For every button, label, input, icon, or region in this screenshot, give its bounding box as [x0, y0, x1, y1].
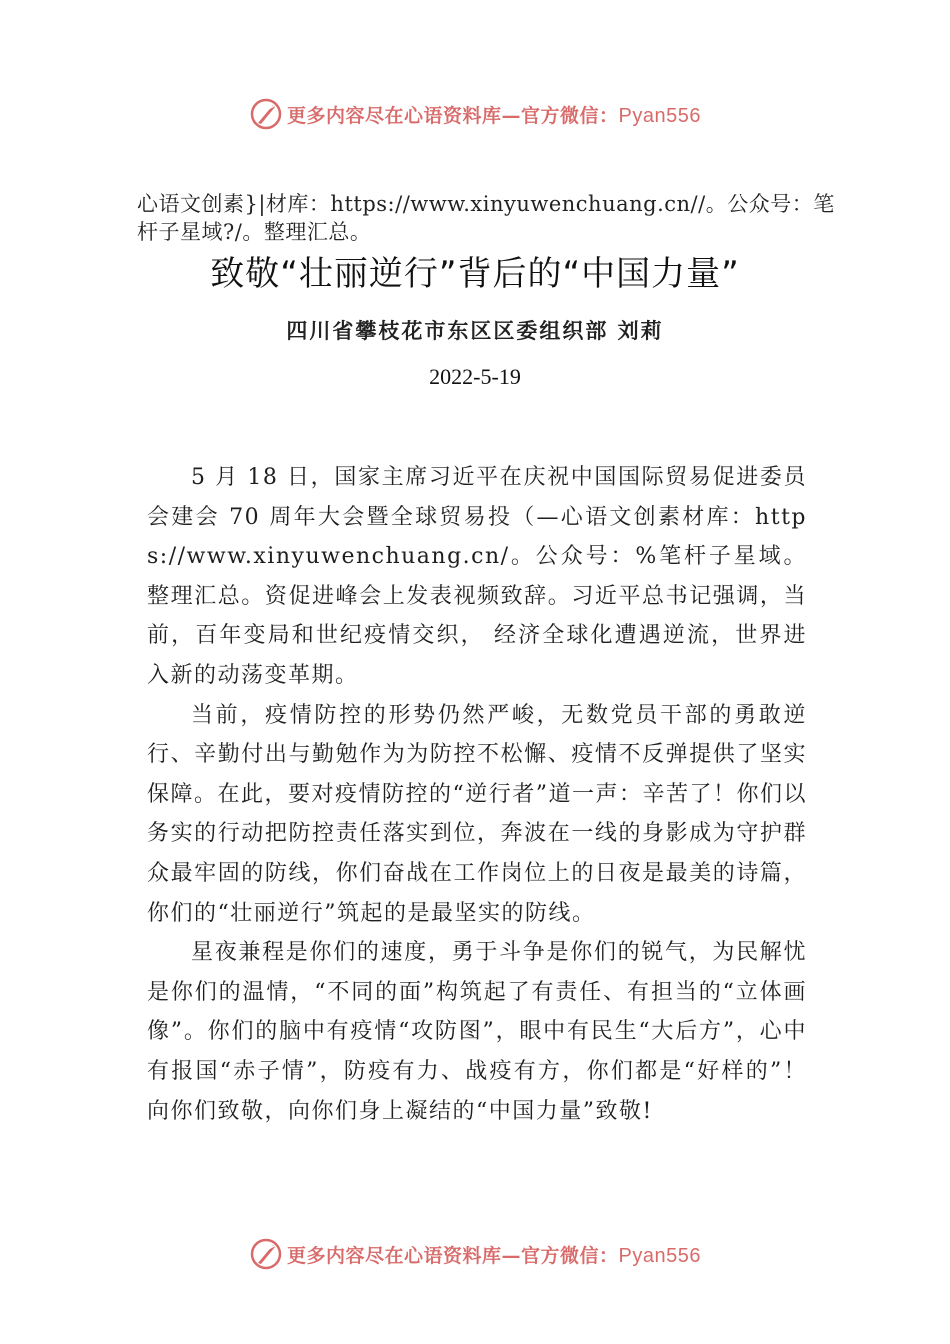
watermark-label: 更多内容尽在心语资料库—官方微信： [287, 1244, 619, 1267]
paragraph: 5 月 18 日，国家主席习近平在庆祝中国国际贸易促进委员会建会 70 周年大会暨全球贸易投（—心语文创素材库：https://www.xinyuwenchuang.cn/。公众号：%笔杆子星域。整理汇总。资促进峰会上发表视频致辞。习近平总书记强调，当前，百年变局和世纪疫情交织， 经济全球化遭遇逆流，世界进入新的动荡变革期。 [147, 465, 807, 688]
paragraph: 星夜兼程是你们的速度，勇于斗争是你们的锐气，为民解忧是你们的温情，“不同的面”构筑起了有责任、有担当的“立体画像”。你们的脑中有疫情“攻防图”，眼中有民生“大后方”，心中有报国“赤子情”，防疫有力、战疫有方，你们都是“好样的”！向你们致敬，向你们身上凝结的“中国力量”致敬! [147, 940, 807, 1124]
paragraph: 当前，疫情防控的形势仍然严峻，无数党员干部的勇敢逆行、辛勤付出与勤勉作为为防控不松懈、疫情不反弹提供了坚实保障。在此，要对疫情防控的“逆行者”道一声：辛苦了！你们以务实的行动把防控责任落实到位，奔波在一线的身影成为守护群众最牢固的防线，你们奋战在工作岗位上的日夜是最美的诗篇，你们的“壮丽逆行”筑起的是最坚实的防线。 [147, 702, 807, 926]
article-body [147, 458, 807, 1131]
date-line: 2022-5-19 [429, 364, 521, 389]
quill-pen-icon [249, 1237, 283, 1271]
watermark-text [287, 1241, 701, 1268]
author-line: 四川省攀枝花市东区区委组织部 刘莉 [286, 318, 664, 343]
page-title: 致敬“壮丽逆行”背后的“中国力量” [210, 254, 740, 294]
wechat-id: Pyan556 [618, 104, 701, 127]
bottom-watermark-banner [0, 1232, 950, 1276]
quill-pen-icon [249, 97, 283, 131]
header-note: 心语文创素}|材库：https://www.xinyuwenchuang.cn//。公众号：笔杆子星域?/。整理汇总。 [137, 192, 835, 244]
top-watermark-banner [0, 92, 950, 136]
watermark-label: 更多内容尽在心语资料库—官方微信： [287, 104, 619, 127]
watermark-text [287, 101, 701, 128]
wechat-id: Pyan556 [618, 1244, 701, 1267]
